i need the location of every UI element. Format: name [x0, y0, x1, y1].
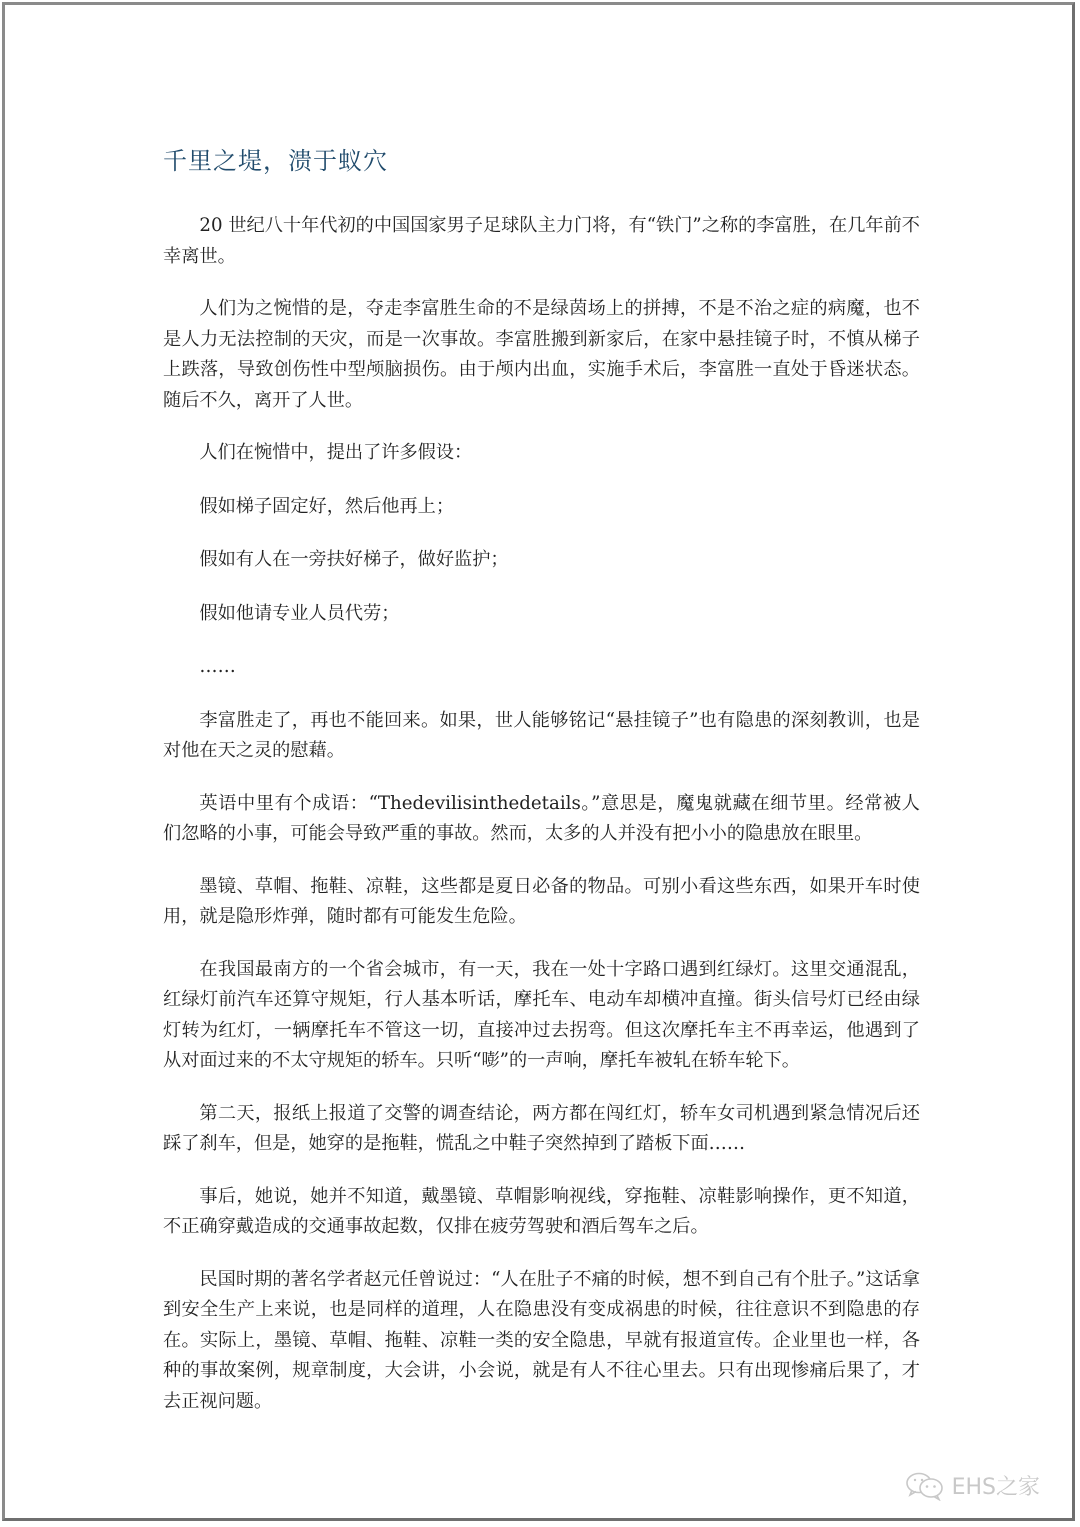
watermark: [904, 1470, 1040, 1501]
paragraph: 20 世纪八十年代初的中国国家男子足球队主力门将，有“铁门”之称的李富胜，在几年前不幸离世。: [163, 215, 920, 267]
paragraph: 李富胜走了，再也不能回来。如果，世人能够铭记“悬挂镜子”也有隐患的深刻教训，也是对他在天之灵的慰藉。: [163, 709, 920, 761]
paragraph: 事后，她说，她并不知道，戴墨镜、草帽影响视线，穿拖鞋、凉鞋影响操作，更不知道，不正确穿戴造成的交通事故起数，仅排在疲劳驾驶和酒后驾车之后。: [163, 1185, 920, 1237]
article-body: [163, 211, 920, 1439]
article-title: 千里之堤，溃于蚁穴: [163, 147, 388, 175]
paragraph: 人们在惋惜中，提出了许多假设：: [199, 442, 473, 463]
paragraph: 在我国最南方的一个省会城市，有一天，我在一处十字路口遇到红绿灯。这里交通混乱，红绿灯前汽车还算守规矩，行人基本听话，摩托车、电动车却横冲直撞。街头信号灯已经由绿灯转为红灯，一辆摩托车不管这一切，直接冲过去拐弯。但这次摩托车主不再幸运，他遇到了从对面过来的不太守规矩的轿车。只听“嘭”的一声响，摩托车被轧在轿车轮下。: [163, 958, 920, 1071]
paragraph: 英语中里有个成语：“Thedevilisinthedetails。”意思是，魔鬼就藏在细节里。经常被人们忽略的小事，可能会导致严重的事故。然而，太多的人并没有把小小的隐患放在眼里。: [163, 792, 920, 844]
paragraph: 人们为之惋惜的是，夺走李富胜生命的不是绿茵场上的拼搏，不是不治之症的病魔，也不是人力无法控制的天灾，而是一次事故。李富胜搬到新家后，在家中悬挂镜子时，不慎从梯子上跌落，导致创伤性中型颅脑损伤。由于颅内出血，实施手术后，李富胜一直处于昏迷状态。随后不久，离开了人世。: [163, 298, 920, 411]
wechat-icon: [904, 1471, 946, 1501]
ellipsis: ……: [199, 656, 236, 677]
watermark-text: EHS之家: [951, 1475, 1040, 1500]
hypothesis-item: 假如他请专业人员代劳；: [199, 602, 400, 624]
paragraph: 墨镜、草帽、拖鞋、凉鞋，这些都是夏日必备的物品。可别小看这些东西，如果开车时使用，就是隐形炸弹，随时都有可能发生危险。: [163, 875, 920, 927]
hypothesis-item: 假如有人在一旁扶好梯子，做好监护；: [199, 549, 509, 570]
hypothesis-item: 假如梯子固定好，然后他再上；: [199, 495, 455, 517]
paragraph: 第二天，报纸上报道了交警的调查结论，两方都在闯红灯，轿车女司机遇到紧急情况后还踩了刹车，但是，她穿的是拖鞋，慌乱之中鞋子突然掉到了踏板下面……: [163, 1102, 920, 1154]
paragraph: 民国时期的著名学者赵元任曾说过：“人在肚子不痛的时候，想不到自己有个肚子。”这话拿到安全生产上来说，也是同样的道理，人在隐患没有变成祸患的时候，往往意识不到隐患的存在。实际上，墨镜、草帽、拖鞋、凉鞋一类的安全隐患，早就有报道宣传。企业里也一样，各种的事故案例，规章制度，大会讲，小会说，就是有人不往心里去。只有出现惨痛后果了，才去正视问题。: [163, 1268, 920, 1412]
